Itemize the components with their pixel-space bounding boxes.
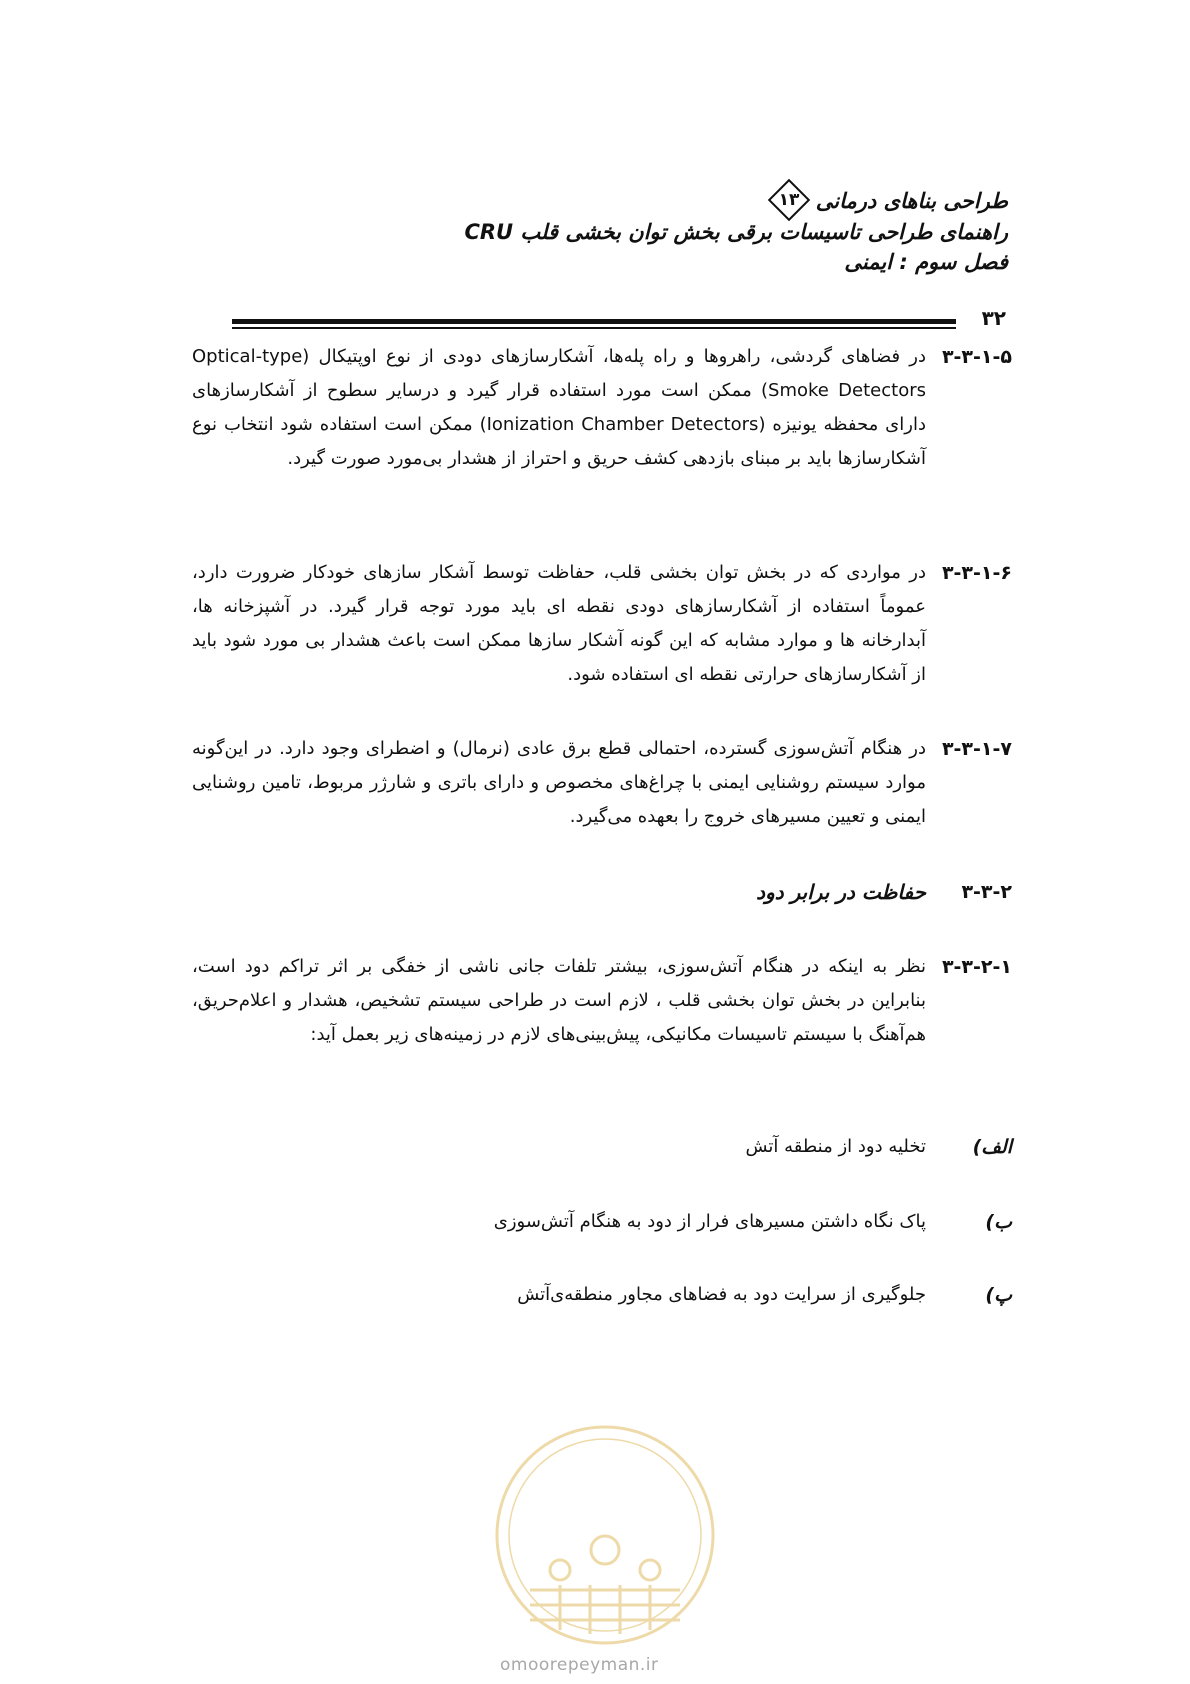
header-divider xyxy=(232,319,956,329)
volume-number: ۱۳ xyxy=(778,190,800,210)
section-paragraph: نظر به اینکه در هنگام آتش‌سوزی، بیشتر تلفات جانی ناشی از خفگی بر اثر تراکم دود است، بنابراین در بخش توان بخشی قلب ، لازم است در طراحی سیستم تشخیص، هشدار و اعلام‌حریق، هم‌آهنگ با سیستم تاسیسات مکانیکی، پیش‌بینی‌های لازم در زمینه‌های زیر بعمل آید: xyxy=(192,956,926,1045)
list-item-label: ب) xyxy=(985,1211,1012,1233)
section-paragraph: در هنگام آتش‌سوزی گسترده، احتمالی قطع برق عادی (نرمال) و اضطرای وجود دارد. در این‌گونه موارد سیستم روشنایی ایمنی با چراغ‌های مخصوص و دارای باتری و شارژر مربوط، تامین روشنایی ایمنی و تعیین مسیرهای خروج را بعهده می‌گیرد. xyxy=(192,738,926,827)
list-item xyxy=(192,1130,1012,1164)
section-3-3-2-heading xyxy=(192,875,1012,909)
header-line-1 xyxy=(188,186,1008,217)
section-number: ۳-۳-۲ xyxy=(961,881,1012,903)
section-number: ۳-۳-۱-۵ xyxy=(941,346,1012,368)
section-number: ۳-۳-۲-۱ xyxy=(941,956,1012,978)
section-paragraph: در فضاهای گردشی، راهروها و راه پله‌ها، آشکارسازهای دودی از نوع اوپتیکال (Optical-type Smoke Detectors) ممکن است مورد استفاده قرار گیرد و درسایر سطوح از آشکارسازهای دارای محفظه یونیزه (Ionization Chamber Detectors) ممکن است استفاده شود انتخاب نوع آشکارسازها باید بر مبنای بازدهی کشف حریق و احتراز از هشدار بی‌مورد صورت گیرد. xyxy=(192,346,926,469)
volume-badge xyxy=(768,179,810,221)
section-3-3-1-7 xyxy=(192,732,1012,834)
section-heading: حفاظت در برابر دود xyxy=(756,880,926,904)
section-number: ۳-۳-۱-۷ xyxy=(941,738,1012,760)
section-number: ۳-۳-۱-۶ xyxy=(941,562,1012,584)
list-item-label: پ) xyxy=(985,1284,1012,1306)
page-header xyxy=(188,186,1008,277)
header-guide-title: راهنمای طراحی تاسیسات برقی بخش توان بخشی قلب CRU xyxy=(464,220,1008,244)
list-item-text: تخلیه دود از منطقه آتش xyxy=(745,1136,926,1157)
list-item-label: الف) xyxy=(972,1136,1012,1158)
list-item xyxy=(192,1278,1012,1312)
list-item-text: پاک نگاه داشتن مسیرهای فرار از دود به هنگام آتش‌سوزی xyxy=(493,1211,926,1232)
section-3-3-2-1 xyxy=(192,950,1012,1052)
section-3-3-1-6 xyxy=(192,556,1012,692)
page-number: ۳۲ xyxy=(981,306,1006,330)
header-chapter-title: فصل سوم : ایمنی xyxy=(844,250,1008,274)
divider-thick-line xyxy=(232,319,956,324)
divider-thin-line xyxy=(232,327,956,329)
watermark-stamp xyxy=(490,1420,720,1650)
header-book-title: طراحی بناهای درمانی xyxy=(815,189,1008,213)
section-3-3-1-5 xyxy=(192,340,1012,476)
section-paragraph: در مواردی که در بخش توان بخشی قلب، حفاظت توسط آشکار سازهای خودکار ضرورت دارد، عموماً استفاده از آشکارسازهای دودی نقطه ای باید مورد توجه قرار گیرد. در آشپزخانه ها، آبدارخانه ها و موارد مشابه که این گونه آشکار سازها ممکن است باعث هشدار بی مورد شود باید از آشکارسازهای حرارتی نقطه ای استفاده شود. xyxy=(192,562,926,685)
watermark-site-url: omoorepeyman.ir xyxy=(500,1655,659,1675)
list-item xyxy=(192,1205,1012,1239)
list-item-text: جلوگیری از سرایت دود به فضاهای مجاور منطقه‌ی‌آتش xyxy=(517,1284,926,1305)
